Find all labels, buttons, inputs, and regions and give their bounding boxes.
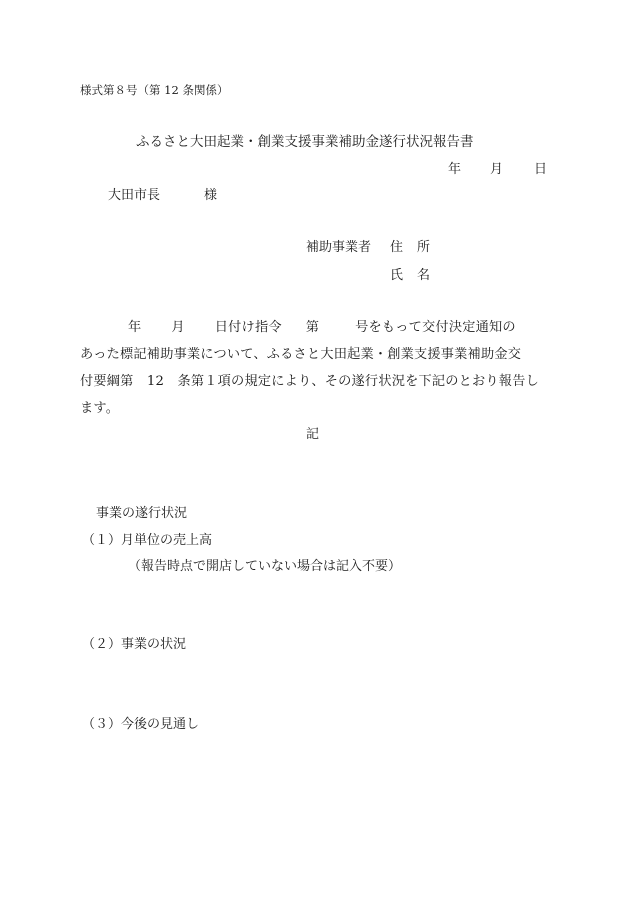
section-heading: 事業の遂行状況: [96, 506, 188, 521]
body-dated: 日付け指令: [214, 320, 282, 335]
applicant-address-label: 住所: [390, 240, 445, 255]
addressee-name: 大田市長: [108, 188, 161, 203]
section-item-1-note: （報告時点で開店していない場合は記入不要）: [128, 559, 402, 574]
addressee-honorific: 様: [204, 188, 218, 203]
body-line-2: あった標記補助事業について、ふるさと大田起業・創業支援事業補助金交: [80, 347, 522, 362]
applicant-label: 補助事業者: [306, 240, 372, 255]
body-month: 月: [171, 320, 185, 335]
date-day-label: 日: [534, 162, 548, 177]
date-year-label: 年: [448, 162, 462, 177]
form-number: 様式第８号（第 12 条関係）: [80, 83, 229, 97]
ki-mark: 記: [306, 427, 320, 442]
body-dai: 第: [305, 320, 320, 335]
document-title: ふるさと大田起業・創業支援事業補助金遂行状況報告書: [136, 134, 474, 150]
addressee: [108, 188, 217, 204]
body-line1-rest: 号をもって交付決定通知の: [355, 320, 516, 335]
body-line-1: [80, 320, 516, 336]
body-line-3: 付要綱第 12 条第１項の規定により、その遂行状況を下記のとおり報告し: [80, 374, 539, 389]
applicant-name-label: 氏名: [390, 268, 445, 283]
body-line-4: ます。: [80, 401, 120, 416]
body-year: 年: [128, 320, 142, 335]
section-item-1: （１）月単位の売上高: [82, 533, 213, 548]
date-month-label: 月: [490, 162, 504, 177]
section-item-3: （３）今後の見通し: [82, 717, 200, 732]
section-item-2: （２）事業の状況: [82, 637, 187, 652]
